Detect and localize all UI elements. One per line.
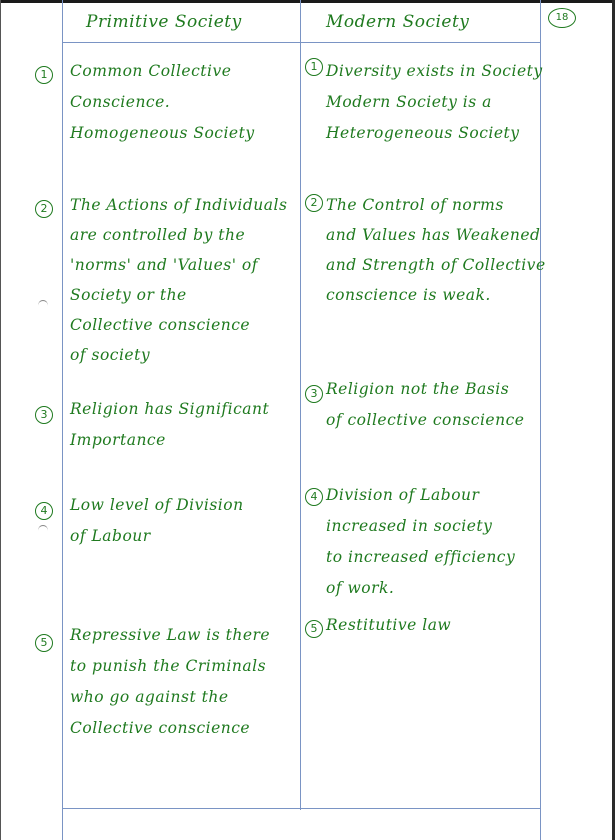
point-number-badge: 3 — [305, 385, 323, 403]
text-line: Religion has Significant — [70, 400, 270, 418]
modern-point-2 — [326, 190, 546, 310]
primitive-point-4 — [70, 490, 244, 552]
point-number-badge: 4 — [305, 488, 323, 506]
header-modern-society: Modern Society — [326, 12, 470, 32]
page-left-border — [0, 0, 1, 840]
text-line: to increased efficiency — [326, 548, 516, 566]
text-line: Society or the — [70, 286, 187, 304]
point-number-badge: 1 — [305, 58, 323, 76]
primitive-point-5 — [70, 620, 270, 744]
text-line: and Strength of Collective — [326, 256, 546, 274]
text-line: Religion not the Basis — [326, 380, 510, 398]
text-line: conscience is weak. — [326, 286, 491, 304]
left-margin-line — [62, 0, 63, 840]
text-line: and Values has Weakened — [326, 226, 541, 244]
binder-hole-mark — [38, 525, 48, 536]
text-line: Homogeneous Society — [70, 124, 255, 142]
point-number-badge: 1 — [35, 66, 53, 84]
page-top-border — [0, 0, 615, 3]
text-line: The Control of norms — [326, 196, 504, 214]
modern-point-3 — [326, 374, 524, 436]
point-number-badge: 2 — [35, 200, 53, 218]
point-number-badge: 2 — [305, 194, 323, 212]
modern-point-5 — [326, 610, 451, 641]
text-line: Modern Society is a — [326, 93, 492, 111]
point-number-badge: 5 — [35, 634, 53, 652]
text-line: of Labour — [70, 527, 151, 545]
text-line: to punish the Criminals — [70, 657, 267, 675]
footer-line — [62, 808, 540, 809]
text-line: Repressive Law is there — [70, 626, 271, 644]
point-number-badge: 3 — [35, 406, 53, 424]
text-line: Diversity exists in Society — [326, 62, 543, 80]
text-line: who go against the — [70, 688, 229, 706]
header-primitive-society: Primitive Society — [86, 12, 242, 32]
modern-point-1 — [326, 56, 543, 149]
text-line: increased in society — [326, 517, 493, 535]
text-line: of work. — [326, 579, 395, 597]
binder-hole-mark — [38, 300, 48, 311]
text-line: are controlled by the — [70, 226, 246, 244]
text-line: Division of Labour — [326, 486, 480, 504]
column-divider-line — [300, 0, 301, 810]
text-line: 'norms' and 'Values' of — [70, 256, 258, 274]
text-line: Collective conscience — [70, 719, 251, 737]
text-line: Heterogeneous Society — [326, 124, 520, 142]
primitive-point-1 — [70, 56, 255, 149]
text-line: Collective conscience — [70, 316, 251, 334]
text-line: of society — [70, 346, 151, 364]
text-line: The Actions of Individuals — [70, 196, 288, 214]
text-line: Common Collective — [70, 62, 232, 80]
text-line: Conscience. — [70, 93, 171, 111]
point-number-badge: 5 — [305, 620, 323, 638]
page-number-badge: 18 — [548, 8, 576, 28]
primitive-point-2 — [70, 190, 287, 370]
text-line: Restitutive law — [326, 616, 452, 634]
text-line: Low level of Division — [70, 496, 244, 514]
point-number-badge: 4 — [35, 502, 53, 520]
modern-point-4 — [326, 480, 515, 604]
header-underline — [62, 42, 540, 43]
text-line: Importance — [70, 431, 166, 449]
text-line: of collective conscience — [326, 411, 525, 429]
primitive-point-3 — [70, 394, 269, 456]
